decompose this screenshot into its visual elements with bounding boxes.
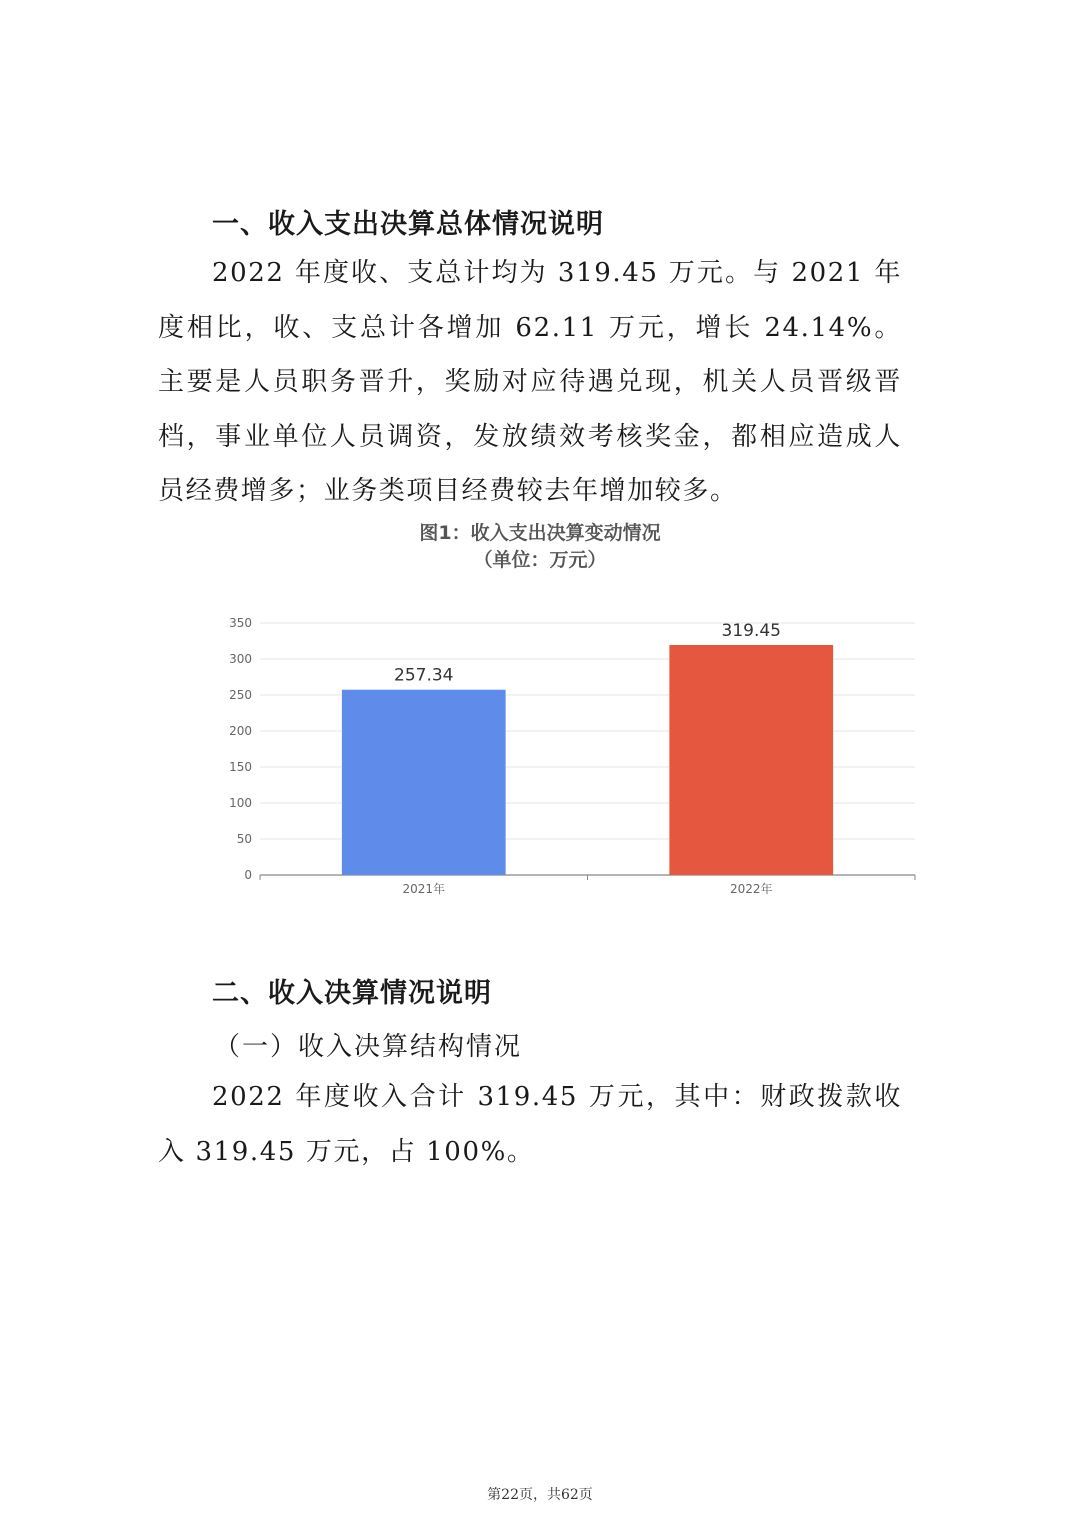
y-tick-label: 0 bbox=[244, 868, 252, 882]
section2-subheading: （一）收入决算结构情况 bbox=[214, 1032, 523, 1062]
y-tick-label: 250 bbox=[229, 688, 252, 702]
y-tick-label: 300 bbox=[229, 652, 252, 666]
y-tick-label: 350 bbox=[229, 616, 252, 630]
bar-value-label: 319.45 bbox=[721, 620, 781, 641]
y-tick-label: 150 bbox=[229, 760, 252, 774]
bar-2 bbox=[669, 645, 833, 875]
section2-paragraph: 2022 年度收入合计 319.45 万元，其中：财政拨款收入 319.45 万元，占 100%。 bbox=[158, 1082, 902, 1167]
y-tick-label: 200 bbox=[229, 724, 252, 738]
chart-title: 图1：收入支出决算变动情况 bbox=[419, 522, 661, 544]
bar-1 bbox=[342, 690, 506, 875]
chart-subtitle: （单位：万元） bbox=[473, 549, 607, 571]
bar-value-label: 257.34 bbox=[394, 665, 454, 686]
section1-paragraph: 2022 年度收、支总计均为 319.45 万元。与 2021 年度相比，收、支总计各增加 62.11 万元，增长 24.14%。主要是人员职务晋升，奖励对应待遇兑现，机关人员晋级晋档，事业单位人员调资，发放绩效考核奖金，都相应造成人员经费增多；业务类项目经费较去年增加较多。 bbox=[158, 258, 902, 506]
bar-chart bbox=[200, 600, 930, 910]
x-category-label: 2021年 bbox=[402, 882, 446, 896]
y-tick-label: 50 bbox=[236, 832, 252, 846]
section2-heading: 二、收入决算情况说明 bbox=[212, 978, 492, 1009]
x-category-label: 2022年 bbox=[729, 882, 773, 896]
page-footer: 第22页，共62页 bbox=[487, 1487, 593, 1503]
y-tick-label: 100 bbox=[229, 796, 252, 810]
section1-heading: 一、收入支出决算总体情况说明 bbox=[212, 209, 604, 240]
